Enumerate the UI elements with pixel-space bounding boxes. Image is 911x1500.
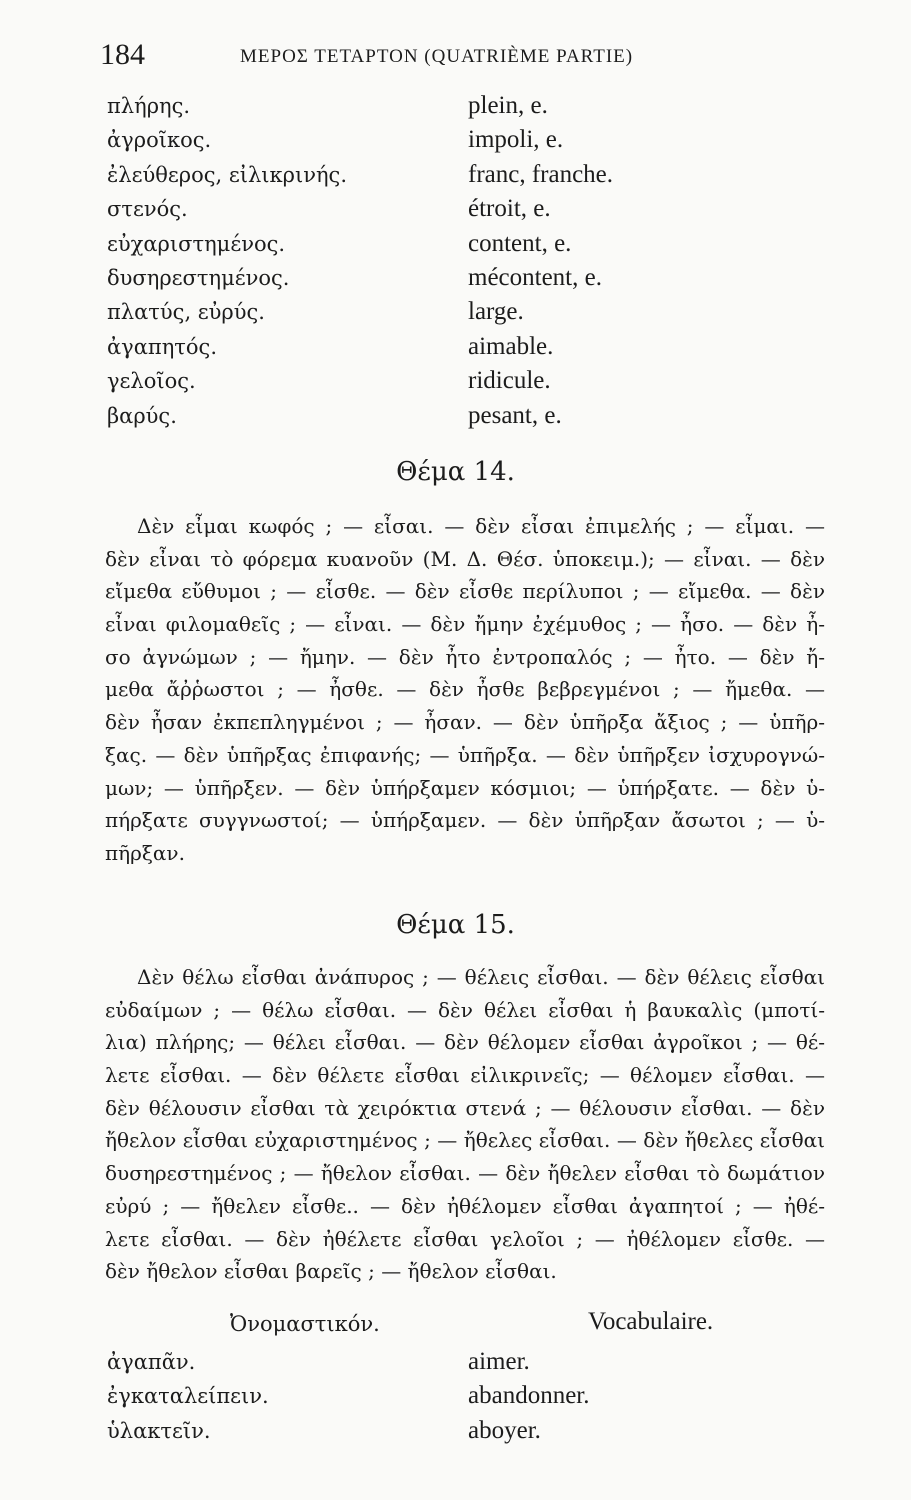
exercise-line: λετε εἶσθαι. — δὲν θέλετε εἶσθαι εἰλικρινεῖς; — θέλομεν εἶσθαι. —: [105, 1063, 825, 1088]
theme-14-title: Θέμα 14.: [396, 457, 515, 487]
exercise-line: εὐδαίμων ; — θέλω εἶσθαι. — δὲν θέλει εἶσθαι ἡ βαυκαλὶς (μποτί-: [105, 997, 825, 1022]
exercise-line: ξας. — δὲν ὑπῆρξας ἐπιφανής; — ὑπῆρξα. — δὲν ὑπῆρξεν ἰσχυρογνώ-: [105, 742, 825, 767]
vocab-row: [107, 332, 867, 369]
exercise-line: εὐρύ ; — ἤθελεν εἶσθε.. — δὲν ἠθέλομεν εἶσθαι ἀγαπητοί ; — ἠθέ-: [105, 1193, 825, 1218]
french-term: mécontent, e.: [468, 263, 602, 291]
vocab-row: [107, 1416, 867, 1453]
exercise-line: μεθα ἄῤῥωστοι ; — ἦσθε. — δὲν ἦσθε βεβρεγμένοι ; — ἤμεθα. —: [105, 677, 825, 702]
exercise-line: πήρξατε συγγνωστοί; — ὑπήρξαμεν. — δὲν ὑπῆρξαν ἄσωτοι ; — ὑ-: [105, 808, 825, 833]
running-head: ΜΕΡΟΣ ΤΕΤΑΡΤΟΝ (QUATRIÈME PARTIE): [240, 46, 634, 67]
page-number: 184: [100, 38, 145, 71]
theme-15-title: Θέμα 15.: [396, 910, 515, 940]
greek-term: ἀγροῖκος.: [107, 128, 212, 153]
french-term: franc, franche.: [468, 160, 614, 188]
greek-term: στενός.: [107, 197, 188, 222]
french-term: plein, e.: [468, 92, 548, 119]
exercise-line: δὲν εἶναι τὸ φόρεμα κυανοῦν (Μ. Δ. Θέσ. ὑποκειμ.); — εἶναι. — δὲν: [105, 546, 825, 571]
page-header: [100, 38, 831, 78]
vocab-row: [107, 197, 867, 231]
exercise-line: πῆρξαν.: [105, 840, 185, 865]
exercise-line: σο ἀγνώμων ; — ἤμην. — δὲν ἦτο ἐντροπαλός ; — ἦτο. — δὲν ἤ-: [105, 644, 825, 669]
exercise-line: λετε εἶσθαι. — δὲν ἠθέλετε εἶσθαι γελοῖοι ; — ἠθέλομεν εἶσθε. —: [105, 1226, 825, 1251]
vocab-row: [107, 263, 867, 300]
vocab-row: [107, 229, 867, 266]
french-term: aimable.: [468, 332, 554, 360]
french-term: large.: [468, 298, 524, 326]
greek-term: πλήρης.: [107, 94, 191, 118]
greek-term: ἐγκαταλείπειν.: [107, 1384, 269, 1409]
greek-term: ὑλακτεῖν.: [107, 1418, 211, 1443]
french-term: impoli, e.: [468, 126, 564, 154]
french-term: content, e.: [468, 229, 572, 257]
exercise-line: μων; — ὑπῆρξεν. — δὲν ὑπήρξαμεν κόσμιοι; — ὑπήρξατε. — δὲν ὑ-: [105, 775, 825, 800]
greek-term: πλατύς, εὐρύς.: [107, 300, 265, 325]
vocab-row: [107, 94, 867, 128]
vocab-row: [107, 1384, 867, 1418]
vocab-row: [107, 128, 867, 162]
exercise-line: Δὲν θέλω εἶσθαι ἀνάπυρος ; — θέλεις εἶσθαι. — δὲν θέλεις εἶσθαι: [137, 965, 825, 989]
vocab-row: [107, 1350, 867, 1384]
vocab-row: [107, 401, 867, 438]
vocab-row: [107, 300, 867, 334]
theme-14-exercise: [105, 514, 825, 874]
exercise-line: δὲν θέλουσιν εἶσθαι τὰ χειρόκτια στενά ; — θέλουσιν εἶσθαι. — δὲν: [105, 1095, 825, 1120]
french-term: pesant, e.: [468, 401, 562, 429]
exercise-line: δὲν ἦσαν ἐκπεπληγμένοι ; — ἦσαν. — δὲν ὑπῆρξα ἄξιος ; — ὑπῆρ-: [105, 710, 825, 735]
french-term: aboyer.: [468, 1416, 541, 1444]
greek-term: γελοῖος.: [107, 369, 196, 394]
vocabulary-heading-french: Vocabulaire.: [588, 1308, 714, 1335]
adjective-vocab-list: [107, 94, 867, 438]
greek-term: ἀγαπητός.: [107, 334, 217, 359]
exercise-line: δυσηρεστημένος ; — ἤθελον εἶσθαι. — δὲν ἤθελεν εἶσθαι τὸ δωμάτιον: [105, 1161, 825, 1186]
greek-term: ἐλεύθερος, εἰλικρινής.: [107, 162, 347, 187]
greek-term: ἀγαπᾶν.: [107, 1350, 196, 1374]
french-term: ridicule.: [468, 367, 551, 395]
french-term: aimer.: [468, 1348, 530, 1375]
greek-term: δυσηρεστημένος.: [107, 265, 290, 290]
greek-term: βαρύς.: [107, 403, 177, 428]
exercise-line: λια) πλήρης; — θέλει εἶσθαι. — δὲν θέλομεν εἶσθαι ἀγροῖκοι ; — θέ-: [105, 1030, 825, 1055]
verb-vocab-list: [107, 1350, 867, 1453]
vocabulary-heading-greek: Ὀνομαστικόν.: [230, 1312, 380, 1336]
exercise-line: εἶναι φιλομαθεῖς ; — εἶναι. — δὲν ἤμην ἐχέμυθος ; — ἦσο. — δὲν ἦ-: [105, 612, 825, 637]
french-term: abandonner.: [468, 1382, 590, 1410]
theme-15-exercise: [105, 965, 825, 1292]
exercise-line: δὲν ἤθελον εἶσθαι βαρεῖς ; — ἤθελον εἶσθαι.: [105, 1259, 557, 1284]
greek-term: εὐχαριστημένος.: [107, 231, 286, 256]
exercise-line: Δὲν εἶμαι κωφός ; — εἶσαι. — δὲν εἶσαι ἐπιμελής ; — εἶμαι. —: [137, 514, 825, 538]
french-term: étroit, e.: [468, 195, 551, 223]
exercise-line: εἴμεθα εὔθυμοι ; — εἶσθε. — δὲν εἶσθε περίλυποι ; — εἴμεθα. — δὲν: [105, 579, 825, 604]
vocab-row: [107, 369, 867, 403]
exercise-line: ἤθελον εἶσθαι εὐχαριστημένος ; — ἤθελες εἶσθαι. — δὲν ἤθελες εἶσθαι: [105, 1128, 825, 1153]
vocab-row: [107, 160, 867, 197]
